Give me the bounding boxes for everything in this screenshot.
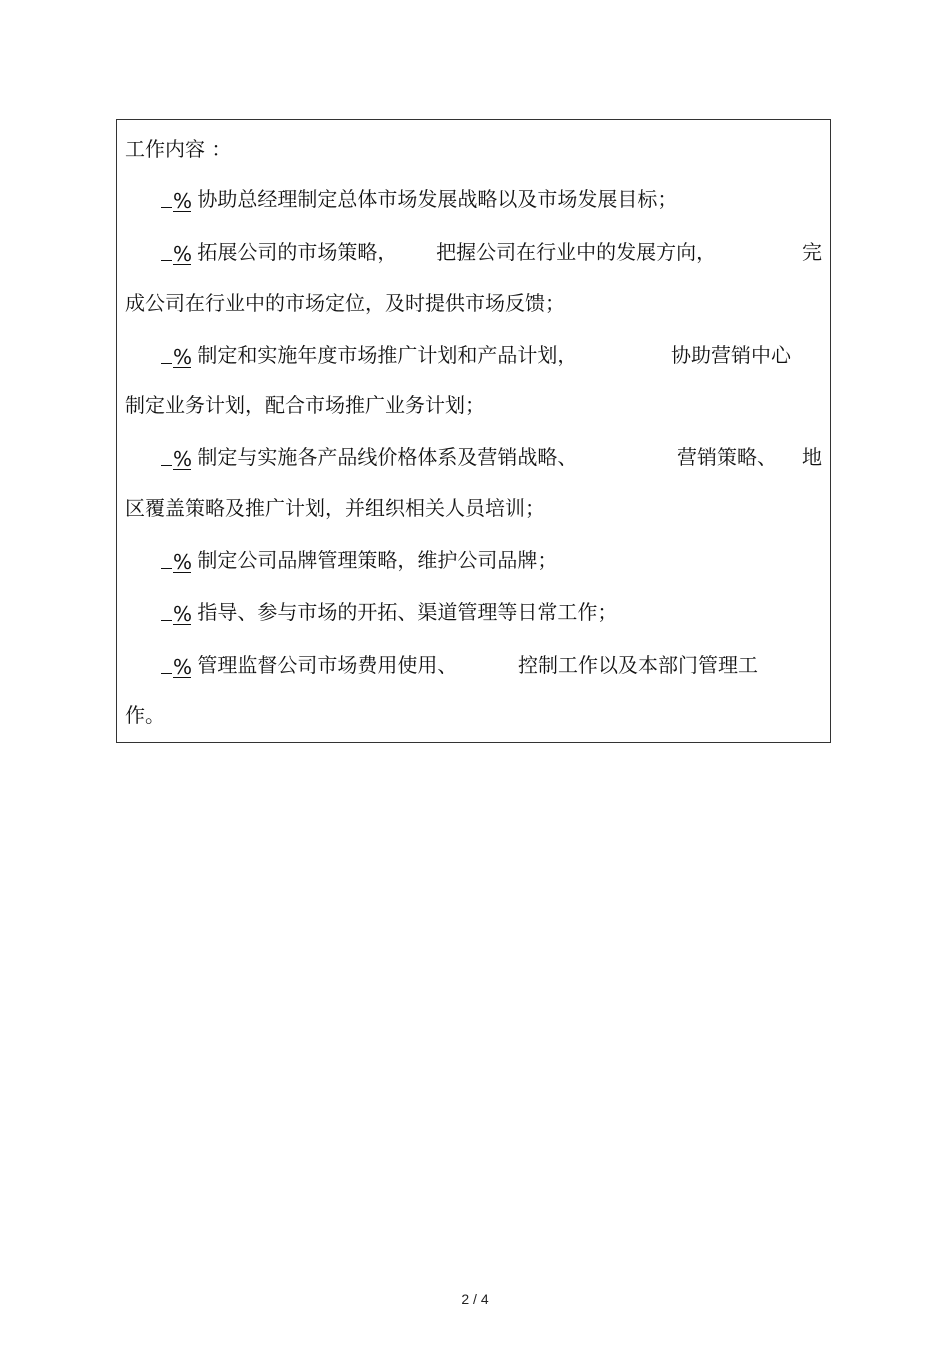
list-item bbox=[161, 597, 822, 627]
item-text: 把握公司在行业中的发展方向， bbox=[436, 240, 717, 264]
item-text: 制定公司品牌管理策略，维护公司品牌； bbox=[197, 548, 558, 572]
list-item bbox=[161, 650, 822, 680]
list-item-continuation: 区覆盖策略及推广计划，并组织相关人员培训； bbox=[125, 496, 545, 520]
list-item bbox=[161, 442, 822, 472]
list-item bbox=[161, 237, 822, 267]
item-text: 制定与实施各产品线价格体系及营销战略、 bbox=[197, 445, 578, 469]
list-item-continuation: 制定业务计划，配合市场推广业务计划； bbox=[125, 393, 485, 417]
item-text: 地 bbox=[802, 445, 822, 469]
item-text: 协助总经理制定总体市场发展战略以及市场发展目标； bbox=[197, 187, 678, 211]
list-item bbox=[161, 340, 822, 370]
item-text: 拓展公司的市场策略， bbox=[197, 240, 398, 264]
section-heading: 工作内容 ： bbox=[125, 137, 232, 161]
page-number: 2 / 4 bbox=[461, 1291, 489, 1307]
item-text: 管理监督公司市场费用使用、 bbox=[197, 653, 458, 677]
item-text: 完 bbox=[802, 240, 822, 264]
list-item bbox=[161, 184, 822, 214]
percent-marker: % bbox=[161, 545, 191, 575]
item-text: 控制工作以及本部门管理工 bbox=[518, 653, 758, 677]
list-item bbox=[161, 545, 822, 575]
percent-marker: % bbox=[161, 237, 191, 267]
list-item-continuation: 作。 bbox=[125, 703, 165, 727]
percent-marker: % bbox=[161, 650, 191, 680]
item-text: 协助营销中心 bbox=[671, 343, 791, 367]
percent-marker: % bbox=[161, 340, 191, 370]
item-text: 制定和实施年度市场推广计划和产品计划， bbox=[197, 343, 578, 367]
item-text: 营销策略、 bbox=[677, 445, 777, 469]
percent-marker: % bbox=[161, 442, 191, 472]
job-content-box bbox=[116, 119, 831, 743]
list-item-continuation: 成公司在行业中的市场定位，及时提供市场反馈； bbox=[125, 291, 565, 315]
percent-marker: % bbox=[161, 184, 191, 214]
percent-marker: % bbox=[161, 597, 191, 627]
item-text: 指导、参与市场的开拓、渠道管理等日常工作； bbox=[197, 600, 618, 624]
